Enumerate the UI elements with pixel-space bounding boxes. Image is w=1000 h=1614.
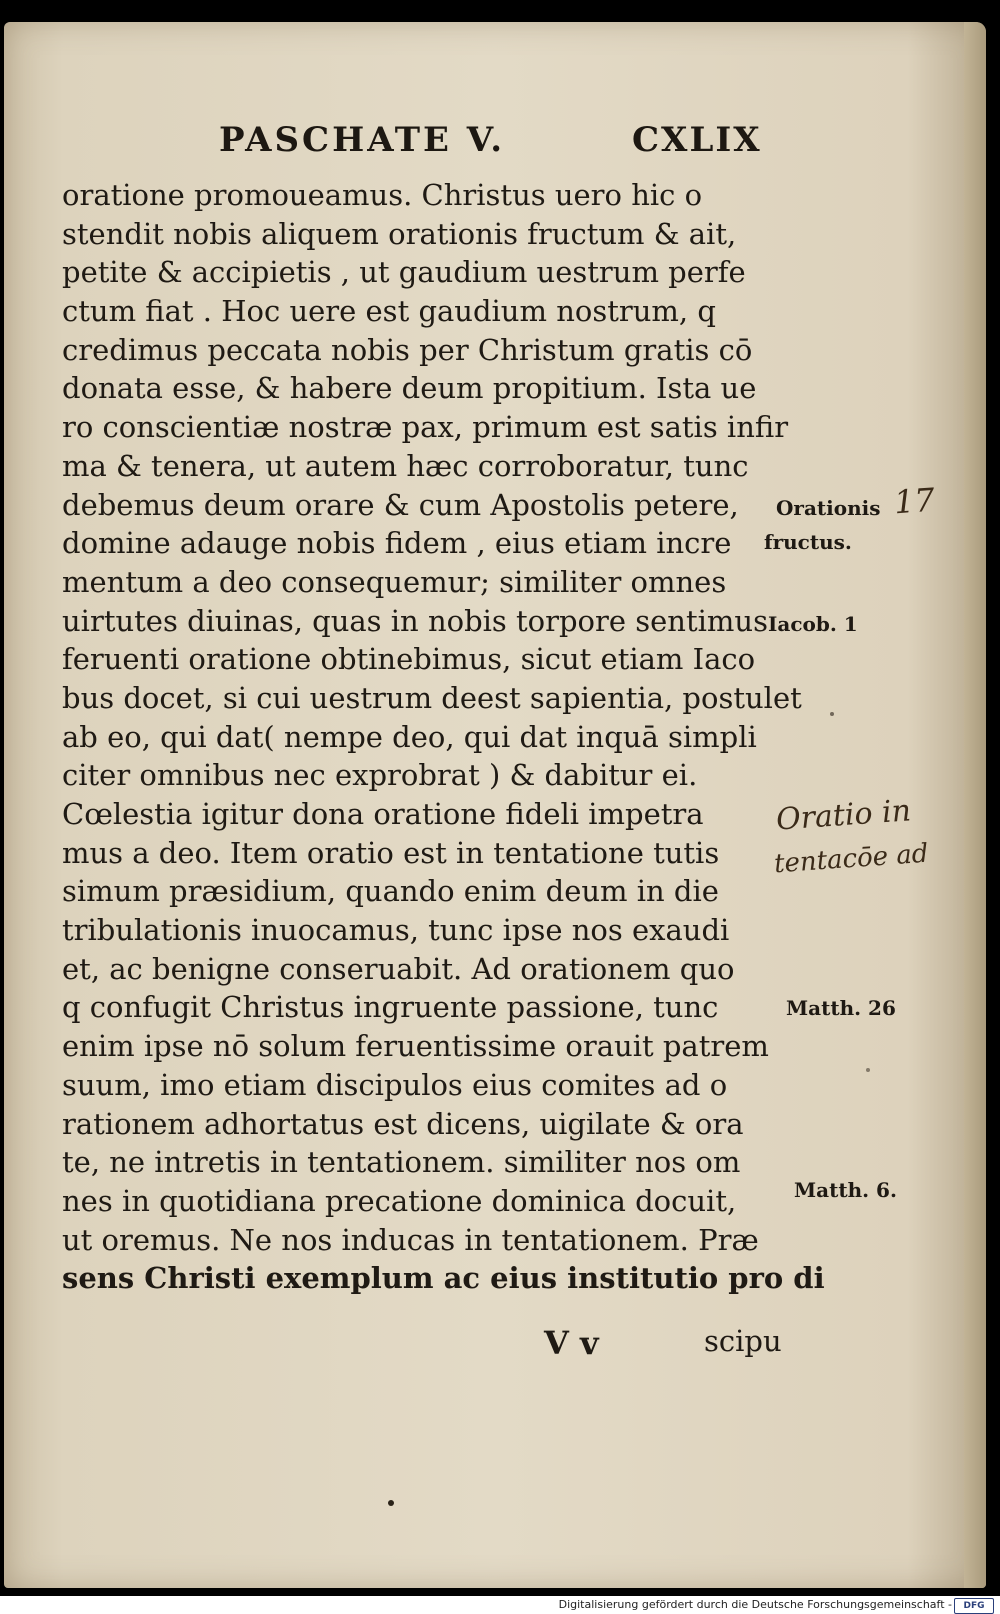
text-line: ro conscientiæ nostræ pax, primum est satis infir bbox=[62, 410, 789, 445]
catchword: scipu bbox=[704, 1324, 782, 1358]
margin-note-matth-26: Matth. 26 bbox=[786, 996, 896, 1020]
ink-speck bbox=[388, 1500, 394, 1506]
text-line: enim ipse nō solum feruentissime orauit patrem bbox=[62, 1029, 769, 1064]
book-page bbox=[4, 22, 986, 1588]
handwritten-note-line-2: tentacōe ad bbox=[773, 838, 930, 880]
text-line: et, ac benigne conseruabit. Ad orationem quo bbox=[62, 951, 735, 986]
text-line: q confugit Christus ingruente passione, tunc bbox=[62, 990, 719, 1025]
handwritten-number: 17 bbox=[892, 480, 936, 522]
text-line: oratione promoueamus. Christus uero hic o bbox=[62, 178, 703, 212]
margin-note-orationis: Orationis bbox=[776, 496, 881, 520]
text-line: citer omnibus nec exprobrat ) & dabitur ei. bbox=[62, 758, 698, 793]
ink-speck bbox=[866, 1068, 870, 1072]
margin-note-fructus: fructus. bbox=[764, 530, 852, 554]
text-line: rationem adhortatus est dicens, uigilate & ora bbox=[62, 1106, 744, 1141]
text-line: te, ne intretis in tentationem. similiter nos om bbox=[62, 1145, 741, 1180]
text-line: petite & accipietis , ut gaudium uestrum perfe bbox=[62, 255, 746, 290]
text-line: mentum a deo consequemur; similiter omnes bbox=[62, 564, 727, 599]
text-line: stendit nobis aliquem orationis fructum & ait, bbox=[62, 216, 737, 251]
text-line: debemus deum orare & cum Apostolis petere, bbox=[62, 487, 739, 522]
margin-note-iacob: Iacob. 1 bbox=[768, 612, 858, 636]
text-line: Cœlestia igitur dona oratione fideli impetra bbox=[62, 797, 704, 831]
text-line: simum præsidium, quando enim deum in die bbox=[62, 874, 719, 909]
text-line: donata esse, & habere deum propitium. Ista ue bbox=[62, 371, 757, 406]
text-line: suum, imo etiam discipulos eius comites ad o bbox=[62, 1067, 728, 1102]
text-line: sens Christi exemplum ac eius institutio pro di bbox=[62, 1261, 825, 1296]
running-head: PASCHATE V. bbox=[219, 120, 506, 160]
text-line: nes in quotidiana precatione dominica docuit, bbox=[62, 1183, 737, 1218]
funding-credit: Digitalisierung gefördert durch die Deutsche Forschungsgemeinschaft - bbox=[558, 1598, 952, 1611]
handwritten-note-line-1: Oratio in bbox=[774, 793, 913, 838]
folio-number: CXLIX bbox=[632, 120, 762, 160]
dfg-logo: DFG bbox=[954, 1598, 994, 1614]
signature-mark: V v bbox=[544, 1324, 599, 1362]
text-line: uirtutes diuinas, quas in nobis torpore sentimus bbox=[62, 603, 768, 638]
text-line: mus a deo. Item oratio est in tentatione tutis bbox=[62, 835, 720, 870]
text-line: domine adauge nobis fidem , eius etiam incre bbox=[62, 526, 732, 561]
page-header bbox=[4, 102, 986, 162]
text-line: credimus peccata nobis per Christum gratis cō bbox=[62, 332, 753, 367]
page-edge bbox=[964, 22, 986, 1588]
text-line: ctum fiat . Hoc uere est gaudium nostrum, q bbox=[62, 294, 716, 329]
text-line: tribulationis inuocamus, tunc ipse nos exaudi bbox=[62, 913, 730, 948]
text-line: ab eo, qui dat( nempe deo, qui dat inquā simpli bbox=[62, 719, 757, 754]
text-line: ut oremus. Ne nos inducas in tentationem. Præ bbox=[62, 1222, 759, 1257]
margin-note-matth-6: Matth. 6. bbox=[794, 1178, 897, 1202]
text-line: bus docet, si cui uestrum deest sapientia, postulet bbox=[62, 680, 802, 715]
text-line: ma & tenera, ut autem hæc corroboratur, tunc bbox=[62, 448, 749, 483]
ink-speck bbox=[830, 712, 834, 716]
text-line: feruenti oratione obtinebimus, sicut etiam Iaco bbox=[62, 642, 756, 677]
footer-strip bbox=[0, 1596, 1000, 1614]
